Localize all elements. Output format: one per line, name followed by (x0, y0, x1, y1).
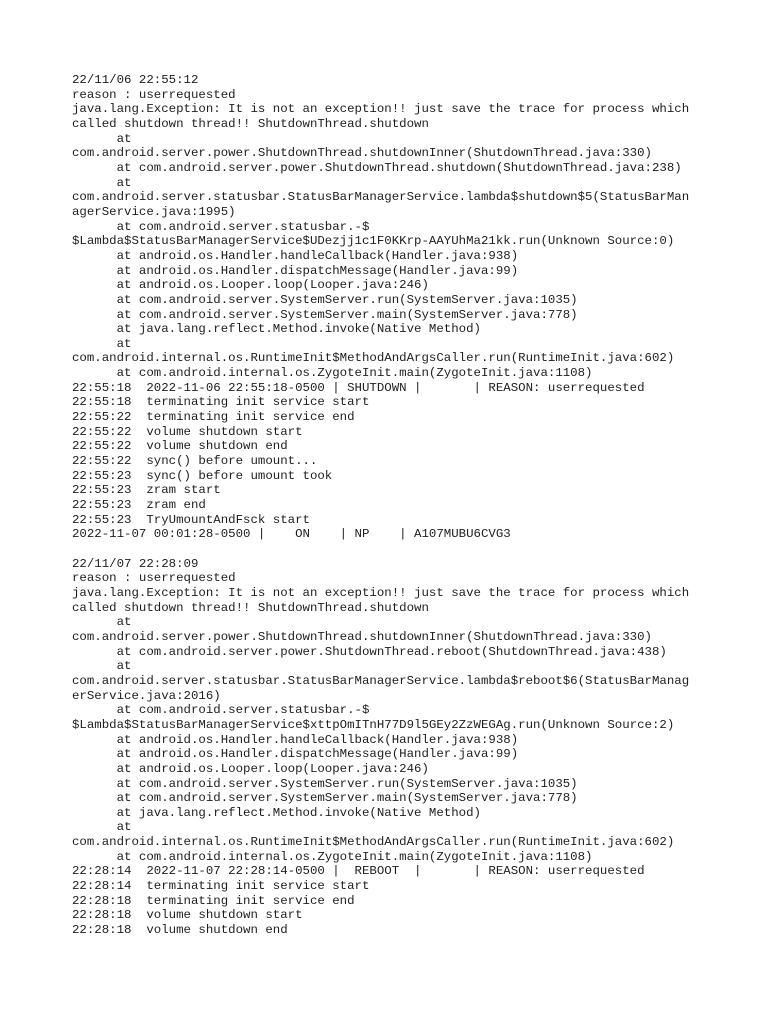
stack-trace-line: com.android.server.statusbar.StatusBarManagerService.lambda$shutdown$5(StatusBarMan (72, 190, 690, 205)
stack-trace-line: at com.android.server.SystemServer.main(SystemServer.java:778) (72, 791, 578, 806)
log-reason: reason : userrequested (72, 571, 236, 586)
stack-trace-line: at android.os.Looper.loop(Looper.java:246) (72, 278, 429, 293)
exception-message: called shutdown thread!! ShutdownThread.shutdown (72, 116, 429, 131)
stack-trace-line: $Lambda$StatusBarManagerService$xttpOmITnH77D9l5GEy2ZzWEGAg.run(Unknown Source:2) (72, 717, 675, 732)
shutdown-step-line: 22:55:23 zram end (72, 498, 206, 513)
shutdown-step-line: 22:55:23 sync() before umount took (72, 468, 333, 483)
shutdown-step-line: 22:55:22 volume shutdown start (72, 424, 303, 439)
stack-trace-line: com.android.internal.os.RuntimeInit$MethodAndArgsCaller.run(RuntimeInit.java:602) (72, 835, 675, 850)
shutdown-step-line: 22:55:23 TryUmountAndFsck start (72, 512, 310, 527)
stack-trace-line: at android.os.Handler.handleCallback(Handler.java:938) (72, 248, 519, 263)
exception-message: java.lang.Exception: It is not an exception!! just save the trace for process which (72, 585, 690, 600)
shutdown-step-line: 22:55:18 terminating init service start (72, 395, 370, 410)
stack-trace-line: at (72, 659, 132, 674)
log-timestamp: 22/11/06 22:55:12 (72, 73, 199, 87)
stack-trace-line: at java.lang.reflect.Method.invoke(Native Method) (72, 322, 481, 337)
stack-trace-line: at com.android.server.SystemServer.run(SystemServer.java:1035) (72, 292, 578, 307)
exception-message: called shutdown thread!! ShutdownThread.shutdown (72, 600, 429, 615)
stack-trace-line: at com.android.server.statusbar.-$ (72, 703, 370, 718)
stack-trace-line: at com.android.server.power.ShutdownThread.reboot(ShutdownThread.java:438) (72, 644, 667, 659)
stack-trace-line: com.android.internal.os.RuntimeInit$MethodAndArgsCaller.run(RuntimeInit.java:602) (72, 351, 675, 366)
shutdown-status-line: 22:55:18 2022-11-06 22:55:18-0500 | SHUTDOWN | | REASON: userrequested (72, 380, 645, 395)
stack-trace-line: at com.android.server.SystemServer.main(SystemServer.java:778) (72, 307, 578, 322)
stack-trace-line: at (72, 820, 132, 835)
log-entry (72, 557, 732, 938)
stack-trace-line: at com.android.server.power.ShutdownThread.shutdown(ShutdownThread.java:238) (72, 160, 682, 175)
stack-trace-line: com.android.server.power.ShutdownThread.shutdownInner(ShutdownThread.java:330) (72, 146, 652, 161)
stack-trace-line: at java.lang.reflect.Method.invoke(Native Method) (72, 805, 481, 820)
stack-trace-line: at android.os.Handler.dispatchMessage(Handler.java:99) (72, 263, 519, 278)
stack-trace-line: agerService.java:1995) (72, 204, 236, 219)
shutdown-step-line: 22:55:22 volume shutdown end (72, 439, 288, 454)
shutdown-step-line: 22:28:14 terminating init service start (72, 879, 370, 894)
reboot-status-line: 22:28:14 2022-11-07 22:28:14-0500 | REBOOT | | REASON: userrequested (72, 864, 645, 879)
stack-trace-line: at (72, 336, 132, 351)
log-entry (72, 73, 732, 542)
shutdown-step-line: 22:28:18 terminating init service end (72, 893, 355, 908)
shutdown-step-line: 22:55:22 terminating init service end (72, 410, 355, 425)
document-page (72, 73, 732, 938)
shutdown-step-line: 22:28:18 volume shutdown start (72, 908, 303, 923)
stack-trace-line: erService.java:2016) (72, 688, 221, 703)
stack-trace-line: at android.os.Looper.loop(Looper.java:246) (72, 761, 429, 776)
boot-status-line: 2022-11-07 00:01:28-0500 | ON | NP | A107MUBU6CVG3 (72, 527, 511, 542)
shutdown-step-line: 22:55:22 sync() before umount... (72, 454, 318, 469)
stack-trace-line: at (72, 131, 132, 146)
stack-trace-line: com.android.server.statusbar.StatusBarManagerService.lambda$reboot$6(StatusBarManag (72, 673, 690, 688)
exception-message: java.lang.Exception: It is not an exception!! just save the trace for process which (72, 102, 690, 117)
stack-trace-line: at android.os.Handler.handleCallback(Handler.java:938) (72, 732, 519, 747)
stack-trace-line: com.android.server.power.ShutdownThread.shutdownInner(ShutdownThread.java:330) (72, 629, 652, 644)
stack-trace-line: at com.android.server.statusbar.-$ (72, 219, 370, 234)
stack-trace-line: at com.android.internal.os.ZygoteInit.main(ZygoteInit.java:1108) (72, 366, 593, 381)
stack-trace-line: at android.os.Handler.dispatchMessage(Handler.java:99) (72, 747, 519, 762)
log-timestamp: 22/11/07 22:28:09 (72, 556, 199, 571)
stack-trace-line: at (72, 175, 132, 190)
stack-trace-line: $Lambda$StatusBarManagerService$UDezjj1c1F0KKrp-AAYUhMa21kk.run(Unknown Source:0) (72, 234, 675, 249)
stack-trace-line: at com.android.internal.os.ZygoteInit.main(ZygoteInit.java:1108) (72, 849, 593, 864)
shutdown-step-line: 22:55:23 zram start (72, 483, 221, 498)
log-reason: reason : userrequested (72, 87, 236, 102)
stack-trace-line: at com.android.server.SystemServer.run(SystemServer.java:1035) (72, 776, 578, 791)
stack-trace-line: at (72, 615, 132, 630)
shutdown-step-line: 22:28:18 volume shutdown end (72, 923, 288, 938)
